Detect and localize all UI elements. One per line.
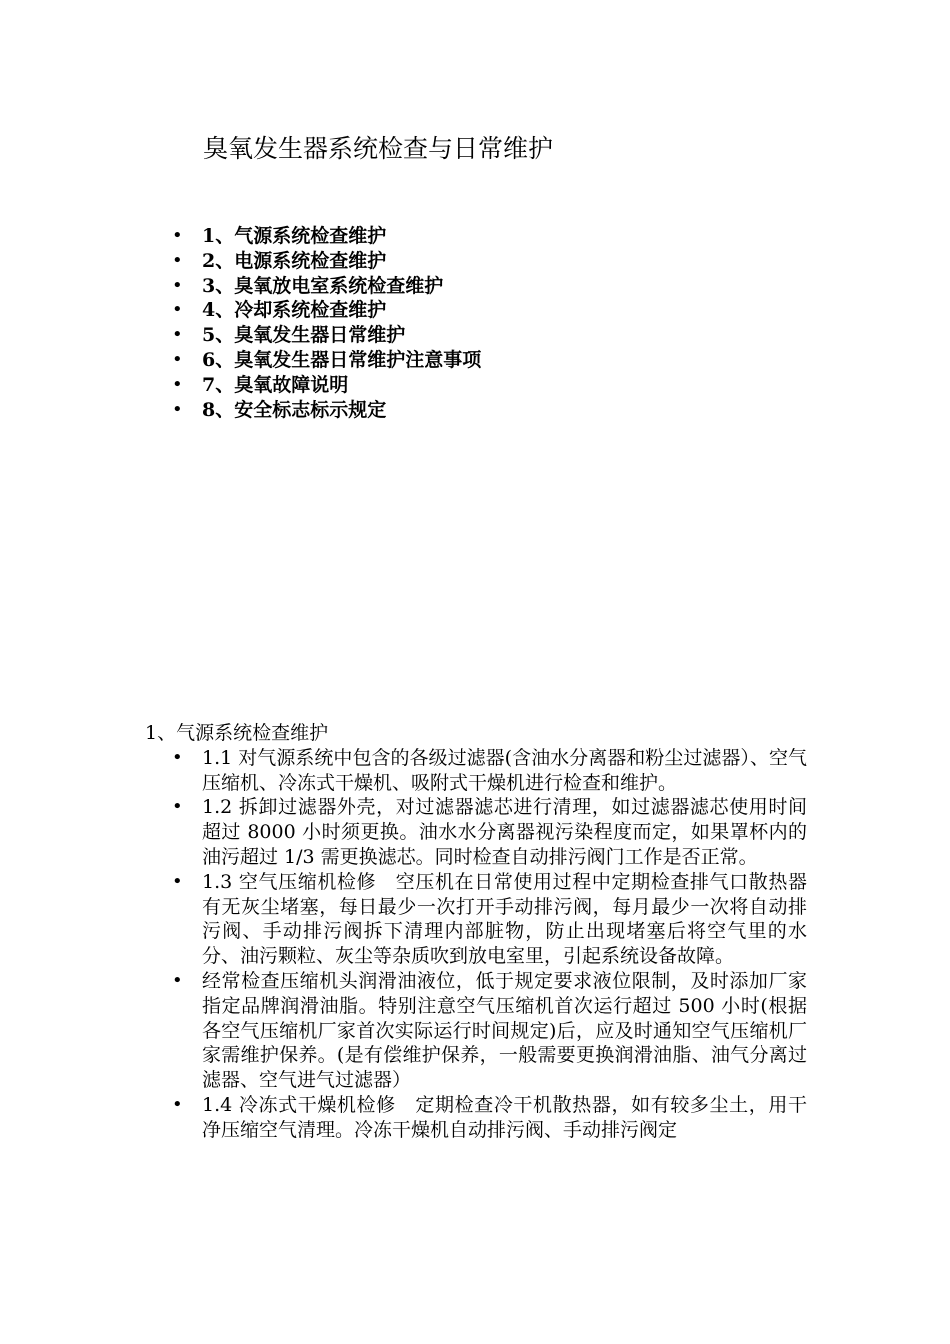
bullet-icon: • xyxy=(172,225,183,246)
toc-item-label: 6、臭氧发生器日常维护注意事项 xyxy=(202,348,482,371)
bullet-icon: • xyxy=(172,398,183,420)
toc-item xyxy=(168,348,481,373)
toc-item xyxy=(168,398,481,423)
section-heading: 1、气源系统检查维护 xyxy=(145,722,329,744)
section-air-source xyxy=(145,721,835,1143)
toc-item xyxy=(168,373,481,398)
toc-item-label: 4、冷却系统检查维护 xyxy=(202,299,387,322)
table-of-contents xyxy=(168,224,481,422)
paragraph-text: 1.1 对气源系统中包含的各级过滤器(含油水分离器和粉尘过滤器）、空气压缩机、冷冻式干燥机、吸附式干燥机进行检查和维护。 xyxy=(202,746,807,794)
toc-item-label: 1、气源系统检查维护 xyxy=(202,225,387,247)
bullet-icon: • xyxy=(172,373,183,395)
toc-item-label: 7、臭氧故障说明 xyxy=(202,373,349,396)
document-title: 臭氧发生器系统检查与日常维护 xyxy=(203,134,554,163)
bullet-icon: • xyxy=(172,1093,183,1115)
paragraph-item xyxy=(168,870,807,969)
paragraph-text: 经常检查压缩机头润滑油液位，低于规定要求液位限制，及时添加厂家指定品牌润滑油脂。特别注意空气压缩机首次运行超过 500 小时(根据各空气压缩机厂家首次实际运行时间规定)后，应及时通知空气压缩机厂家需维护保养。(是有偿维护保养，一般需要更换润滑油脂、油气分离过滤器、空气进气过滤器） xyxy=(202,969,807,1092)
paragraph-item xyxy=(168,746,807,796)
toc-item-label: 2、电源系统检查维护 xyxy=(202,249,387,272)
paragraph-item xyxy=(168,1093,807,1143)
bullet-icon: • xyxy=(172,274,183,296)
bullet-icon: • xyxy=(172,249,183,271)
section-paragraph-list xyxy=(145,746,835,1143)
bullet-icon: • xyxy=(172,299,183,321)
bullet-icon: • xyxy=(172,796,183,818)
bullet-icon: • xyxy=(172,324,183,346)
paragraph-text: 1.2 拆卸过滤器外壳，对过滤器滤芯进行清理，如过滤器滤芯使用时间超过 8000 小时须更换。油水水分离器视污染程度而定，如果罩杯内的油污超过 1/3 需更换滤芯。同时检查自动排污阀门工作是否正常。 xyxy=(202,796,807,868)
toc-item-label: 8、安全标志标示规定 xyxy=(202,398,387,421)
bullet-icon: • xyxy=(172,746,183,768)
toc-item xyxy=(168,323,481,348)
bullet-icon: • xyxy=(172,870,183,892)
toc-item xyxy=(168,274,481,299)
bullet-icon: • xyxy=(172,348,183,370)
toc-item xyxy=(168,224,481,249)
paragraph-text: 1.4 冷冻式干燥机检修 定期检查冷干机散热器，如有较多尘土，用干净压缩空气清理。冷冻干燥机自动排污阀、手动排污阀定 xyxy=(202,1093,807,1141)
bullet-icon: • xyxy=(172,969,183,991)
paragraph-text: 1.3 空气压缩机检修 空压机在日常使用过程中定期检查排气口散热器有无灰尘堵塞，每日最少一次打开手动排污阀，每月最少一次将自动排污阀、手动排污阀拆下清理内部脏物，防止出现堵塞后将空气里的水分、油污颗粒、灰尘等杂质吹到放电室里，引起系统设备故障。 xyxy=(202,870,807,968)
paragraph-item xyxy=(168,795,807,869)
toc-item xyxy=(168,249,481,274)
toc-item-label: 5、臭氧发生器日常维护 xyxy=(202,324,406,347)
toc-item-label: 3、臭氧放电室系统检查维护 xyxy=(202,274,444,297)
toc-item xyxy=(168,298,481,323)
paragraph-item xyxy=(168,969,807,1093)
